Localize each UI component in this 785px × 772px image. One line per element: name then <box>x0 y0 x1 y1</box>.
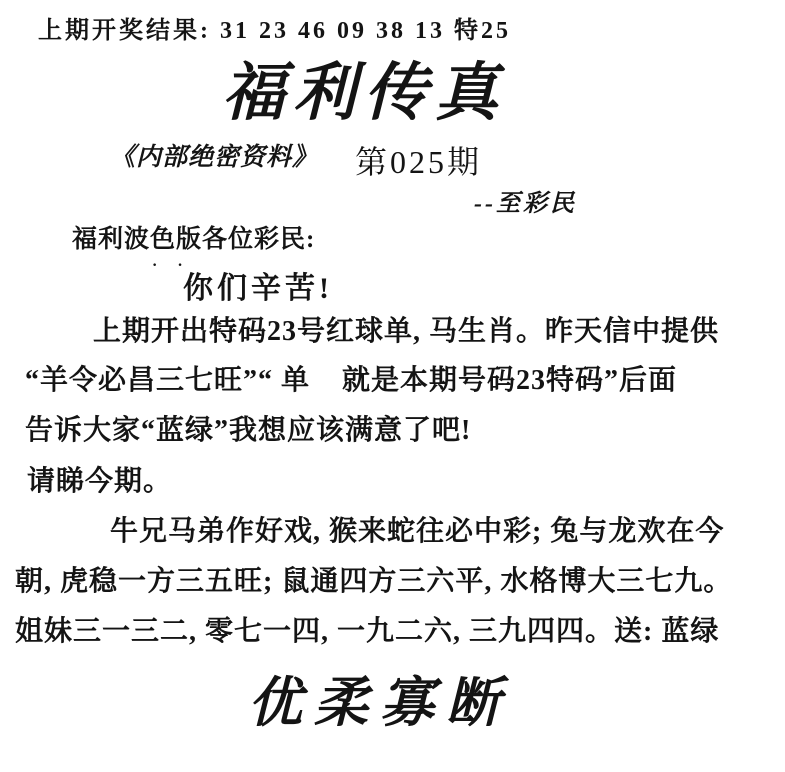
previous-draw-result: 上期开奖结果: 31 23 46 09 38 13 特25 <box>38 18 511 44</box>
body-line-7: 姐妹三一三二, 零七一四, 一九二六, 三九四四。送: 蓝绿 <box>15 616 720 647</box>
dedication-line: --至彩民 <box>474 191 577 217</box>
body-line-2: “羊令必昌三七旺”“ 单 就是本期号码23特码”后面 <box>25 365 678 396</box>
document-title: 福利传真 <box>222 58 506 128</box>
body-line-3: 告诉大家“蓝绿”我想应该满意了吧! <box>25 415 472 446</box>
body-line-5: 牛兄马弟作好戏, 猴来蛇往必中彩; 兔与龙欢在今 <box>110 516 725 547</box>
greeting-dots: · · <box>152 257 191 274</box>
greeting-line: 你们辛苦! <box>183 272 333 305</box>
body-line-6: 朝, 虎稳一方三五旺; 鼠通四方三六平, 水格博大三七九。 <box>15 566 733 597</box>
issue-number: 第025期 <box>355 144 483 180</box>
footer-idiom: 优柔寡断 <box>248 673 512 733</box>
body-line-1: 上期开出特码23号红球单, 马生肖。昨天信中提供 <box>93 316 720 347</box>
secret-material-label: 《内部绝密资料》 <box>110 144 319 171</box>
body-line-4: 请睇今期。 <box>27 466 173 497</box>
addressee-line: 福利波色版各位彩民: <box>72 226 316 253</box>
